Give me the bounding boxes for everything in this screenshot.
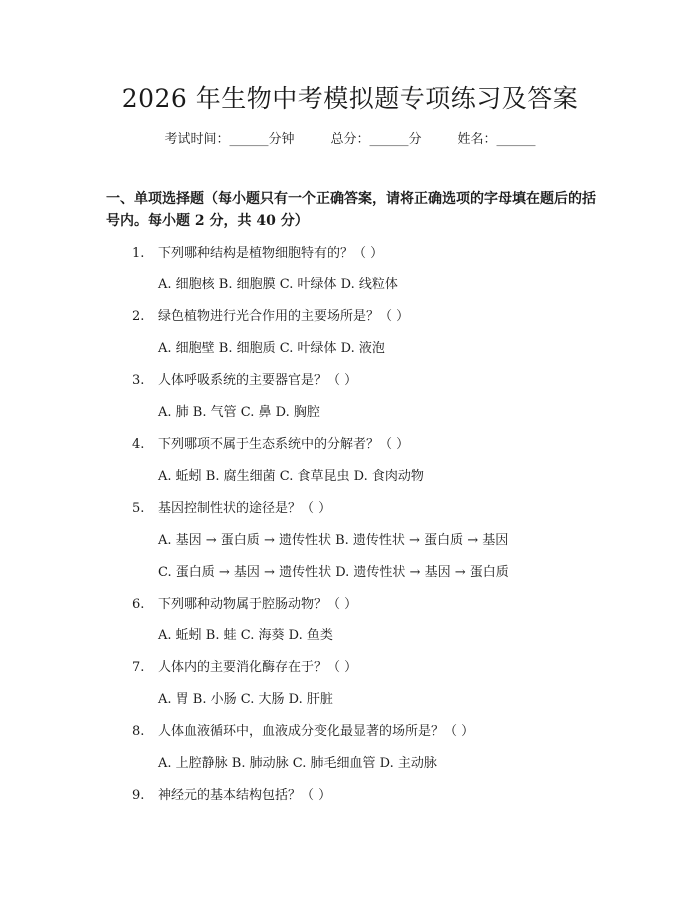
question-number: 3.: [132, 373, 145, 388]
question-text: 下列哪种动物属于腔肠动物？（ ）: [158, 597, 358, 612]
question-text: 下列哪种结构是植物细胞特有的？（ ）: [158, 246, 384, 261]
question-number: 1.: [132, 246, 145, 261]
question-number: 7.: [132, 660, 145, 675]
question-7: [132, 659, 357, 677]
question-number: 9.: [132, 788, 145, 803]
question-3-options: A. 肺 B. 气管 C. 鼻 D. 胸腔: [158, 405, 320, 420]
question-6: [132, 596, 357, 614]
question-8: [132, 723, 474, 741]
student-name-field: 姓名：______: [457, 132, 536, 147]
question-4-options: A. 蚯蚓 B. 腐生细菌 C. 食草昆虫 D. 食肉动物: [158, 469, 424, 484]
question-text: 基因控制性状的途径是？（ ）: [158, 501, 332, 516]
question-3: [132, 372, 357, 390]
question-2-options: A. 细胞壁 B. 细胞质 C. 叶绿体 D. 液泡: [158, 341, 385, 356]
exam-meta: [0, 131, 700, 149]
question-2: [132, 308, 409, 326]
question-text: 神经元的基本结构包括？（ ）: [158, 788, 332, 803]
question-number: 2.: [132, 309, 145, 324]
question-1-options: A. 细胞核 B. 细胞膜 C. 叶绿体 D. 线粒体: [158, 277, 398, 292]
question-text: 下列哪项不属于生态系统中的分解者？（ ）: [158, 437, 410, 452]
question-text: 人体血液循环中，血液成分变化最显著的场所是？（ ）: [158, 724, 475, 739]
question-8-options: A. 上腔静脉 B. 肺动脉 C. 肺毛细血管 D. 主动脉: [158, 756, 437, 771]
question-number: 5.: [132, 501, 145, 516]
question-7-options: A. 胃 B. 小肠 C. 大肠 D. 肝脏: [158, 692, 333, 707]
question-5-options-line-2: C. 蛋白质 → 基因 → 遗传性状 D. 遗传性状 → 基因 → 蛋白质: [158, 565, 509, 580]
question-text: 人体内的主要消化酶存在于？（ ）: [158, 660, 358, 675]
question-number: 6.: [132, 597, 145, 612]
page-title: 2026 年生物中考模拟题专项练习及答案: [121, 84, 579, 113]
question-text: 人体呼吸系统的主要器官是？（ ）: [158, 373, 358, 388]
question-1: [132, 245, 383, 263]
question-4: [132, 436, 409, 454]
question-6-options: A. 蚯蚓 B. 蛙 C. 海葵 D. 鱼类: [158, 628, 333, 643]
question-text: 绿色植物进行光合作用的主要场所是？（ ）: [158, 309, 410, 324]
question-5-options-line-1: A. 基因 → 蛋白质 → 遗传性状 B. 遗传性状 → 蛋白质 → 基因: [158, 533, 509, 548]
question-number: 4.: [132, 437, 145, 452]
question-5: [132, 500, 331, 518]
section-heading: 一、单项选择题（每小题只有一个正确答案，请将正确选项的字母填在题后的括号内。每小题 2 分，共 40 分）: [106, 191, 596, 229]
question-9: [132, 787, 331, 805]
question-number: 8.: [132, 724, 145, 739]
total-score-field: 总分：______分: [330, 132, 422, 147]
exam-time-field: 考试时间：______分钟: [164, 132, 295, 147]
